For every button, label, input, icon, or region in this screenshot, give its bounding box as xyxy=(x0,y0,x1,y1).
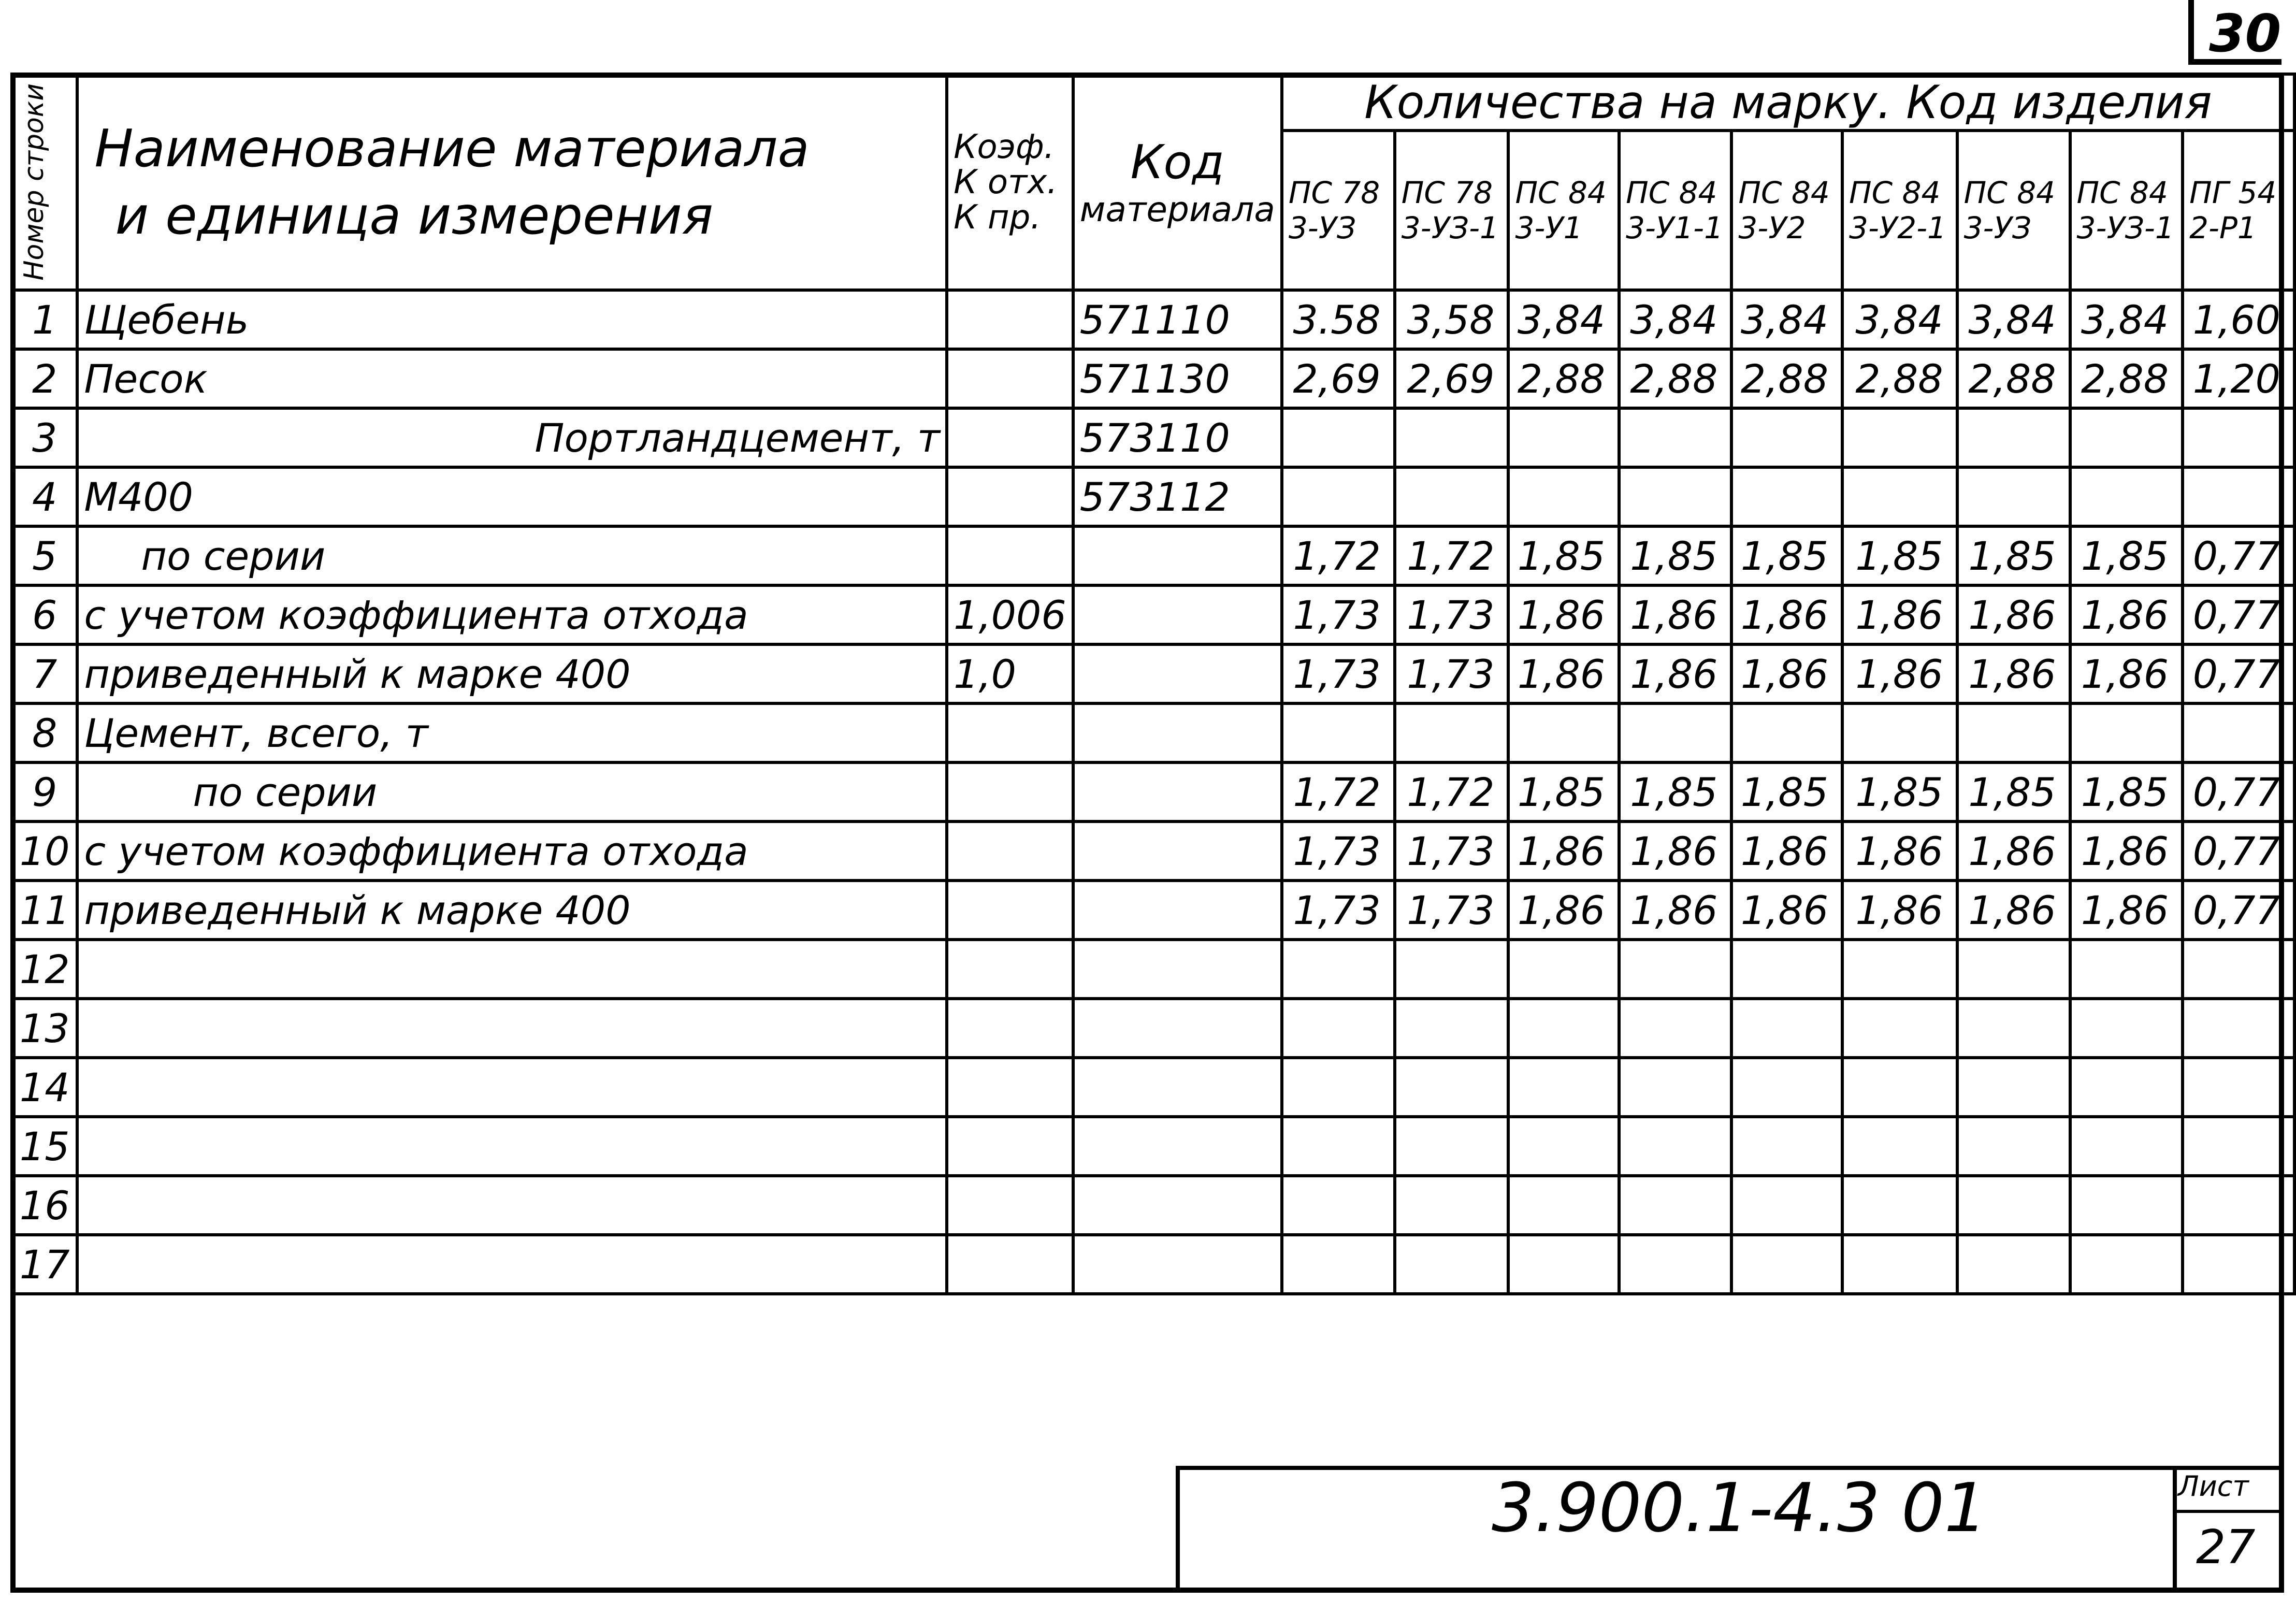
material-name-cell: приведенный к марке 400 xyxy=(77,644,947,703)
coefficient-cell xyxy=(947,703,1073,762)
material-spec-table xyxy=(10,73,2296,1295)
material-code-cell xyxy=(1073,1058,1282,1117)
quantity-cell xyxy=(1282,703,1395,762)
quantity-cell xyxy=(1619,940,1731,999)
quantity-cell xyxy=(1842,1235,1957,1294)
quantity-cell: 3,84 xyxy=(2070,290,2183,349)
material-code-cell xyxy=(1073,762,1282,821)
quantity-cell xyxy=(1957,467,2070,526)
quantity-cell xyxy=(1731,467,1842,526)
row-number-cell: 8 xyxy=(12,703,77,762)
quantity-cell xyxy=(1842,467,1957,526)
quantity-cell xyxy=(1731,999,1842,1058)
quantity-cell: 1,86 xyxy=(1508,881,1619,940)
quantity-cell xyxy=(1842,1176,1957,1235)
quantity-cell: 1,72 xyxy=(1395,526,1509,585)
quantity-cell xyxy=(1395,703,1509,762)
quantity-cell: 1,86 xyxy=(1842,644,1957,703)
column-header-line1: ПС 84 xyxy=(1626,175,1717,210)
quantity-cell: 1,73 xyxy=(1282,821,1395,881)
quantity-group-header: Количества на марку. Код изделия xyxy=(1282,74,2294,131)
quantity-cell: 3,84 xyxy=(1508,290,1619,349)
table-row xyxy=(12,703,2294,762)
quantity-cell xyxy=(1508,703,1619,762)
table-row xyxy=(12,762,2294,821)
quantity-cell xyxy=(1619,408,1731,467)
material-code-cell xyxy=(1073,703,1282,762)
row-number-label: Номер строки xyxy=(19,83,50,281)
quantity-cell: 1,20 xyxy=(2183,349,2294,408)
quantity-cell xyxy=(1282,408,1395,467)
coefficient-cell xyxy=(947,290,1073,349)
column-header-line1: ПС 84 xyxy=(2076,175,2168,210)
table-row xyxy=(12,408,2294,467)
quantity-cell: 1,86 xyxy=(1619,644,1731,703)
quantity-cell xyxy=(1282,940,1395,999)
quantity-cell: 1,73 xyxy=(1395,821,1509,881)
column-header-line2: 3-У1 xyxy=(1515,210,1583,246)
quantity-cell xyxy=(1731,940,1842,999)
page-number: 30 xyxy=(2209,3,2281,64)
quantity-cell xyxy=(1842,1058,1957,1117)
quantity-cell: 1,86 xyxy=(1619,881,1731,940)
material-code-cell xyxy=(1073,1176,1282,1235)
material-code-cell: 571110 xyxy=(1073,290,1282,349)
quantity-cell: 2,69 xyxy=(1395,349,1509,408)
quantity-cell xyxy=(2070,1117,2183,1176)
material-name-cell xyxy=(77,1058,947,1117)
table-row xyxy=(12,526,2294,585)
row-number-cell: 11 xyxy=(12,881,77,940)
quantity-cell: 2,88 xyxy=(2070,349,2183,408)
quantity-cell xyxy=(1508,1176,1619,1235)
coef-header xyxy=(947,74,1073,290)
row-number-cell: 2 xyxy=(12,349,77,408)
quantity-cell xyxy=(1731,1235,1842,1294)
material-name-cell: по серии xyxy=(77,526,947,585)
material-name-cell: приведенный к марке 400 xyxy=(77,881,947,940)
quantity-cell: 1,85 xyxy=(1731,526,1842,585)
column-header-line2: 3-У2-1 xyxy=(1849,210,1946,246)
row-number-cell: 5 xyxy=(12,526,77,585)
coef-line2: К отх. xyxy=(954,163,1058,201)
table-row xyxy=(12,644,2294,703)
quantity-cell: 1,86 xyxy=(2070,585,2183,644)
coefficient-cell xyxy=(947,999,1073,1058)
quantity-cell xyxy=(1395,999,1509,1058)
quantity-cell: 1,86 xyxy=(1508,644,1619,703)
quantity-cell: 0,77 xyxy=(2183,762,2294,821)
quantity-cell: 1,60 xyxy=(2183,290,2294,349)
material-name-cell: с учетом коэффициента отхода xyxy=(77,585,947,644)
quantity-cell xyxy=(2070,703,2183,762)
row-number-cell: 1 xyxy=(12,290,77,349)
quantity-cell xyxy=(2183,1235,2294,1294)
material-name-cell: Портландцемент, т xyxy=(77,408,947,467)
coefficient-cell: 1,0 xyxy=(947,644,1073,703)
column-header xyxy=(1842,131,1957,290)
material-name-cell xyxy=(77,940,947,999)
column-header xyxy=(1282,131,1395,290)
quantity-cell: 3,84 xyxy=(1619,290,1731,349)
row-number-cell: 12 xyxy=(12,940,77,999)
quantity-cell: 1,73 xyxy=(1395,881,1509,940)
quantity-cell xyxy=(1282,1117,1395,1176)
column-header xyxy=(1395,131,1509,290)
quantity-cell xyxy=(1619,703,1731,762)
sheet-label: Лист xyxy=(2178,1470,2249,1503)
quantity-cell: 3,58 xyxy=(1395,290,1509,349)
material-name-line2: и единица измерения xyxy=(115,185,713,246)
quantity-cell xyxy=(1508,408,1619,467)
column-header-line2: 3-У2 xyxy=(1738,210,1806,246)
column-header xyxy=(2070,131,2183,290)
quantity-cell xyxy=(2183,1117,2294,1176)
quantity-cell: 1,72 xyxy=(1282,762,1395,821)
quantity-cell xyxy=(1731,1058,1842,1117)
material-code-cell xyxy=(1073,644,1282,703)
coefficient-cell xyxy=(947,1235,1073,1294)
material-code-cell xyxy=(1073,881,1282,940)
column-header-line2: 3-УЗ xyxy=(1963,210,2031,246)
column-header xyxy=(1619,131,1731,290)
quantity-cell xyxy=(1508,1235,1619,1294)
quantity-cell xyxy=(2183,1176,2294,1235)
quantity-cell xyxy=(1395,1235,1509,1294)
quantity-cell: 1,73 xyxy=(1395,644,1509,703)
coef-line1: Коэф. xyxy=(954,127,1055,166)
quantity-cell: 1,85 xyxy=(2070,526,2183,585)
quantity-cell: 1,86 xyxy=(2070,821,2183,881)
material-code-cell: 573112 xyxy=(1073,467,1282,526)
quantity-cell xyxy=(2070,1176,2183,1235)
row-number-cell: 9 xyxy=(12,762,77,821)
quantity-cell: 1,86 xyxy=(1619,821,1731,881)
quantity-cell: 1,85 xyxy=(1957,762,2070,821)
quantity-cell: 1,86 xyxy=(1731,644,1842,703)
code-line1: Код xyxy=(1130,135,1224,190)
material-code-cell: 571130 xyxy=(1073,349,1282,408)
material-code-cell xyxy=(1073,940,1282,999)
coefficient-cell xyxy=(947,762,1073,821)
material-name-cell: М400 xyxy=(77,467,947,526)
quantity-cell xyxy=(2183,940,2294,999)
quantity-cell: 1,73 xyxy=(1282,881,1395,940)
column-header xyxy=(1957,131,2070,290)
column-header-line1: ПС 84 xyxy=(1738,175,1830,210)
quantity-cell: 1,86 xyxy=(2070,644,2183,703)
quantity-cell xyxy=(1957,1058,2070,1117)
document-designation: 3.900.1-4.3 01 xyxy=(1492,1468,1987,1547)
header-row-top xyxy=(12,74,2294,131)
quantity-cell: 1,86 xyxy=(1957,881,2070,940)
column-header-line2: 3-УЗ-1 xyxy=(2076,210,2174,246)
quantity-cell: 1,72 xyxy=(1282,526,1395,585)
sheet-divider xyxy=(2173,1510,2284,1513)
quantity-cell xyxy=(1842,940,1957,999)
column-header-line1: ПГ 54 xyxy=(2189,175,2277,210)
quantity-cell: 1,85 xyxy=(1842,526,1957,585)
material-code-cell xyxy=(1073,1235,1282,1294)
quantity-cell xyxy=(1282,1176,1395,1235)
quantity-cell xyxy=(1395,1176,1509,1235)
quantity-cell: 1,85 xyxy=(1508,762,1619,821)
quantity-cell xyxy=(1395,1058,1509,1117)
column-header-line1: ПС 84 xyxy=(1849,175,1941,210)
quantity-cell: 2,88 xyxy=(1842,349,1957,408)
quantity-cell xyxy=(1508,467,1619,526)
quantity-cell: 2,69 xyxy=(1282,349,1395,408)
material-name-cell: Щебень xyxy=(77,290,947,349)
material-code-cell: 573110 xyxy=(1073,408,1282,467)
quantity-cell xyxy=(1395,467,1509,526)
column-header-line1: ПС 78 xyxy=(1288,175,1380,210)
table-row xyxy=(12,585,2294,644)
quantity-cell xyxy=(1508,999,1619,1058)
quantity-cell: 1,73 xyxy=(1395,585,1509,644)
quantity-cell xyxy=(1957,703,2070,762)
quantity-cell xyxy=(1282,999,1395,1058)
quantity-cell: 1,85 xyxy=(1957,526,2070,585)
quantity-cell xyxy=(1957,1117,2070,1176)
column-header xyxy=(1508,131,1619,290)
material-name-cell xyxy=(77,1176,947,1235)
column-header-line2: 3-У1-1 xyxy=(1626,210,1723,246)
quantity-cell: 1,73 xyxy=(1282,644,1395,703)
row-number-cell: 17 xyxy=(12,1235,77,1294)
quantity-cell: 1,86 xyxy=(1842,821,1957,881)
column-header xyxy=(1731,131,1842,290)
table-row xyxy=(12,881,2294,940)
coefficient-cell xyxy=(947,1117,1073,1176)
quantity-cell: 1,85 xyxy=(1842,762,1957,821)
row-number-cell: 6 xyxy=(12,585,77,644)
quantity-cell: 0,77 xyxy=(2183,585,2294,644)
material-name-cell: Песок xyxy=(77,349,947,408)
material-name-cell xyxy=(77,999,947,1058)
column-header-line1: ПС 78 xyxy=(1401,175,1493,210)
column-header-line2: 2-Р1 xyxy=(2189,210,2257,246)
coefficient-cell xyxy=(947,881,1073,940)
quantity-cell: 1,86 xyxy=(1842,881,1957,940)
quantity-cell xyxy=(2070,999,2183,1058)
quantity-cell xyxy=(2183,703,2294,762)
material-code-cell xyxy=(1073,821,1282,881)
quantity-cell: 1,86 xyxy=(2070,881,2183,940)
quantity-cell xyxy=(1731,1176,1842,1235)
table-row xyxy=(12,1058,2294,1117)
coefficient-cell xyxy=(947,1058,1073,1117)
quantity-cell xyxy=(1619,1058,1731,1117)
quantity-cell xyxy=(2070,940,2183,999)
column-header-line1: ПС 84 xyxy=(1515,175,1607,210)
coef-line3: К пр. xyxy=(954,198,1041,237)
quantity-cell xyxy=(1508,1117,1619,1176)
coefficient-cell: 1,006 xyxy=(947,585,1073,644)
row-number-cell: 14 xyxy=(12,1058,77,1117)
code-line2: материала xyxy=(1079,189,1275,229)
quantity-cell xyxy=(1619,467,1731,526)
quantity-cell xyxy=(2183,1058,2294,1117)
sheet-number: 27 xyxy=(2196,1520,2256,1575)
quantity-cell: 1,86 xyxy=(1957,585,2070,644)
table-row xyxy=(12,940,2294,999)
quantity-cell xyxy=(2183,408,2294,467)
table-row xyxy=(12,467,2294,526)
quantity-cell: 1,86 xyxy=(1619,585,1731,644)
quantity-cell: 0,77 xyxy=(2183,644,2294,703)
quantity-cell: 2,88 xyxy=(1619,349,1731,408)
column-header xyxy=(2183,131,2294,290)
quantity-cell xyxy=(1282,1058,1395,1117)
column-header-line2: 3-УЗ xyxy=(1288,210,1356,246)
quantity-cell: 1,86 xyxy=(1731,881,1842,940)
quantity-cell xyxy=(1957,940,2070,999)
quantity-cell: 1,85 xyxy=(1508,526,1619,585)
coefficient-cell xyxy=(947,526,1073,585)
quantity-cell xyxy=(2070,1058,2183,1117)
material-code-cell xyxy=(1073,526,1282,585)
coefficient-cell xyxy=(947,408,1073,467)
quantity-cell: 2,88 xyxy=(1957,349,2070,408)
quantity-cell: 2,88 xyxy=(1508,349,1619,408)
quantity-cell: 1,85 xyxy=(2070,762,2183,821)
material-name-cell: Цемент, всего, т xyxy=(77,703,947,762)
row-number-cell: 15 xyxy=(12,1117,77,1176)
code-header xyxy=(1073,74,1282,290)
table-row xyxy=(12,1235,2294,1294)
row-number-cell: 3 xyxy=(12,408,77,467)
row-number-cell: 10 xyxy=(12,821,77,881)
quantity-cell xyxy=(1619,999,1731,1058)
quantity-cell xyxy=(1508,1058,1619,1117)
quantity-cell: 1,85 xyxy=(1619,762,1731,821)
row-number-cell: 16 xyxy=(12,1176,77,1235)
quantity-cell xyxy=(1282,467,1395,526)
quantity-cell xyxy=(1619,1176,1731,1235)
row-number-cell: 7 xyxy=(12,644,77,703)
material-code-cell xyxy=(1073,1117,1282,1176)
quantity-cell xyxy=(1282,1235,1395,1294)
coefficient-cell xyxy=(947,821,1073,881)
material-name-line1: Наименование материала xyxy=(94,118,810,179)
quantity-cell: 1,72 xyxy=(1395,762,1509,821)
quantity-cell: 1,85 xyxy=(1619,526,1731,585)
quantity-cell xyxy=(1731,1117,1842,1176)
column-header-line1: ПС 84 xyxy=(1963,175,2055,210)
quantity-cell: 1,86 xyxy=(1508,821,1619,881)
table-row xyxy=(12,1176,2294,1235)
material-name-cell: с учетом коэффициента отхода xyxy=(77,821,947,881)
quantity-cell: 1,86 xyxy=(1842,585,1957,644)
quantity-cell xyxy=(2183,467,2294,526)
quantity-cell xyxy=(2070,408,2183,467)
quantity-cell xyxy=(1508,940,1619,999)
quantity-cell: 0,77 xyxy=(2183,526,2294,585)
quantity-cell: 1,85 xyxy=(1731,762,1842,821)
quantity-cell: 1,86 xyxy=(1508,585,1619,644)
material-code-cell xyxy=(1073,999,1282,1058)
quantity-cell xyxy=(1957,1176,2070,1235)
quantity-cell xyxy=(1957,408,2070,467)
material-name-cell: по серии xyxy=(77,762,947,821)
quantity-cell xyxy=(1957,999,2070,1058)
coefficient-cell xyxy=(947,467,1073,526)
quantity-cell xyxy=(1731,703,1842,762)
table-row xyxy=(12,999,2294,1058)
quantity-cell: 1,86 xyxy=(1957,644,2070,703)
quantity-cell: 0,77 xyxy=(2183,821,2294,881)
material-name-cell xyxy=(77,1117,947,1176)
material-code-cell xyxy=(1073,585,1282,644)
quantity-cell xyxy=(1395,408,1509,467)
quantity-cell xyxy=(1842,703,1957,762)
quantity-cell: 0,77 xyxy=(2183,881,2294,940)
quantity-cell xyxy=(1957,1235,2070,1294)
coefficient-cell xyxy=(947,349,1073,408)
row-number-cell: 13 xyxy=(12,999,77,1058)
coefficient-cell xyxy=(947,1176,1073,1235)
quantity-cell: 3,84 xyxy=(1957,290,2070,349)
quantity-cell: 1,86 xyxy=(1957,821,2070,881)
quantity-cell: 3.58 xyxy=(1282,290,1395,349)
material-name-header xyxy=(77,74,947,290)
quantity-cell: 2,88 xyxy=(1731,349,1842,408)
quantity-cell xyxy=(1842,1117,1957,1176)
quantity-cell: 3,84 xyxy=(1731,290,1842,349)
quantity-cell xyxy=(1619,1235,1731,1294)
quantity-cell xyxy=(1395,940,1509,999)
quantity-cell xyxy=(1842,408,1957,467)
quantity-cell: 1,86 xyxy=(1731,585,1842,644)
quantity-cell xyxy=(1731,408,1842,467)
table-row xyxy=(12,290,2294,349)
row-number-cell: 4 xyxy=(12,467,77,526)
row-number-header xyxy=(12,74,77,290)
quantity-cell xyxy=(2183,999,2294,1058)
quantity-cell xyxy=(1619,1117,1731,1176)
quantity-cell: 1,86 xyxy=(1731,821,1842,881)
quantity-cell xyxy=(1395,1117,1509,1176)
material-name-cell xyxy=(77,1235,947,1294)
quantity-cell: 3,84 xyxy=(1842,290,1957,349)
quantity-cell xyxy=(1842,999,1957,1058)
quantity-cell: 1,73 xyxy=(1282,585,1395,644)
table-row xyxy=(12,349,2294,408)
column-header-line2: 3-УЗ-1 xyxy=(1401,210,1499,246)
quantity-cell xyxy=(2070,467,2183,526)
coefficient-cell xyxy=(947,940,1073,999)
table-row xyxy=(12,821,2294,881)
quantity-cell xyxy=(2070,1235,2183,1294)
table-row xyxy=(12,1117,2294,1176)
